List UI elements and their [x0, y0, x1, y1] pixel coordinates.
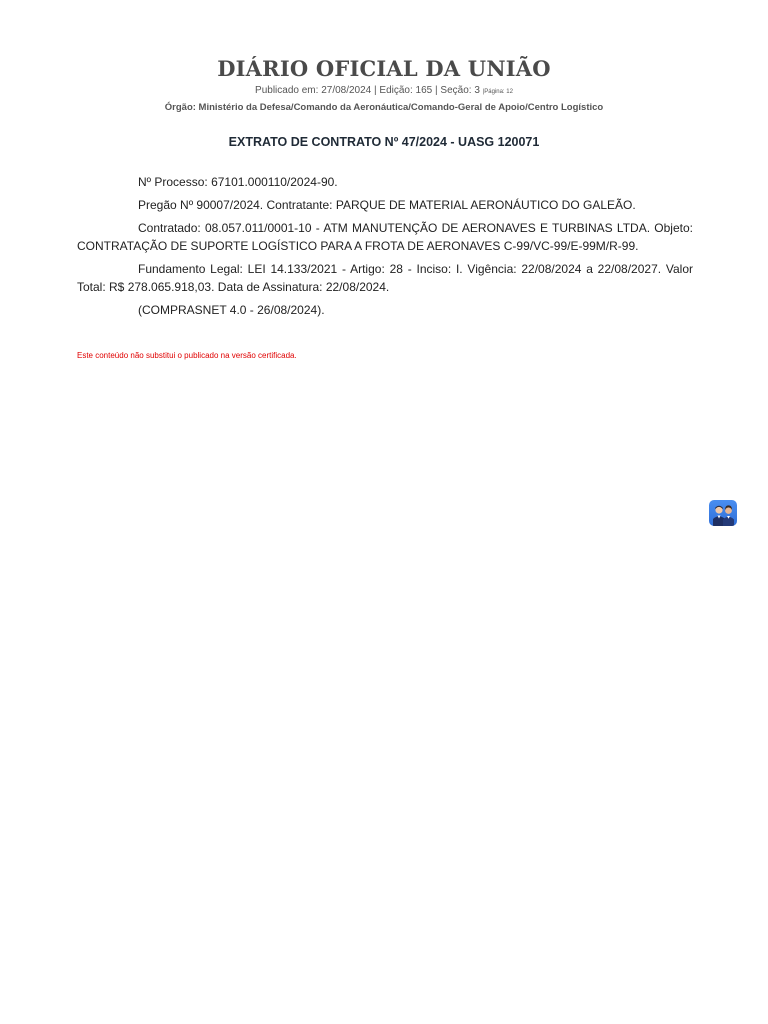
- separator: |: [482, 89, 485, 95]
- assistant-avatars-icon: [709, 500, 737, 526]
- section: Seção: 3: [440, 85, 480, 96]
- masthead-title: DIÁRIO OFICIAL DA UNIÃO: [217, 56, 551, 81]
- separator: |: [374, 85, 377, 96]
- orgao-line: Órgão: Ministério da Defesa/Comando da Aeronáutica/Comando-Geral de Apoio/Centro Logístico: [164, 102, 604, 113]
- separator: |: [435, 85, 438, 96]
- paragraph-comprasnet: (COMPRASNET 4.0 - 26/08/2024).: [138, 303, 325, 317]
- publication-info: [0, 85, 768, 96]
- paragraph-processo: Nº Processo: 67101.000110/2024-90.: [138, 175, 338, 189]
- paragraph-contratado: Contratado: 08.057.011/0001-10 - ATM MANUTENÇÃO DE AERONAVES E TURBINAS LTDA. Objeto: CONTRATAÇÃO DE SUPORTE LOGÍSTICO PARA A FROTA DE AERONAVES C-99/VC-99/E-99M/R-99.: [77, 221, 693, 253]
- published-date: Publicado em: 27/08/2024: [255, 85, 372, 96]
- document-body: [77, 173, 693, 324]
- paragraph-pregao: Pregão Nº 90007/2024. Contratante: PARQUE DE MATERIAL AERONÁUTICO DO GALEÃO.: [138, 198, 636, 212]
- paragraph-fundamento: Fundamento Legal: LEI 14.133/2021 - Artigo: 28 - Inciso: I. Vigência: 22/08/2024 a 22/08/2027. Valor Total: R$ 278.065.918,03. Data de Assinatura: 22/08/2024.: [77, 262, 693, 294]
- page-number: Página: 12: [484, 89, 513, 95]
- edition: Edição: 165: [379, 85, 433, 96]
- document-title: EXTRATO DE CONTRATO Nº 47/2024 - UASG 120071: [228, 135, 540, 149]
- chat-assistant-button[interactable]: [709, 500, 737, 526]
- disclaimer-note: Este conteúdo não substitui o publicado na versão certificada.: [77, 351, 297, 360]
